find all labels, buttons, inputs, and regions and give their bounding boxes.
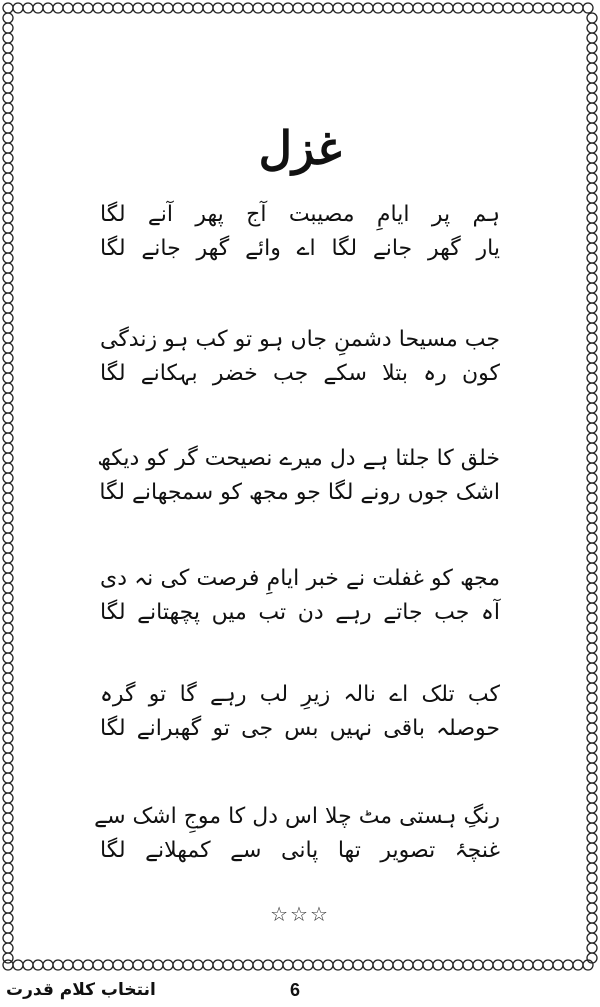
page-number: 6 [290,980,301,1000]
stanza-1 [100,198,500,266]
end-stars: ☆☆☆ [270,902,330,926]
page-footer [0,978,600,1007]
verse-line: کون رہ بتلا سکے جب خضر بہکانے لگا [100,361,500,386]
stanza-3 [97,442,500,510]
verse-line: خلق کا جلتا ہے دل میرے نصیحت گر کو دیکھ [97,446,500,471]
stanza-2 [100,323,500,391]
verse-line: حوصلہ باقی نہیں بس جی تو گھبرانے لگا [100,716,500,741]
poem-area [40,20,560,960]
verse-line: یار گھر جانے لگا اے وائے گھر جانے لگا [100,236,500,261]
verse-line: آہ جب جاتے رہے دن تب میں پچھتانے لگا [100,600,500,625]
verse-line: کب تلک اے نالہ زیرِ لب رہے گا تو گرہ [100,682,500,707]
poem-title: غزل [258,121,342,175]
stanza-4 [100,562,500,630]
verse-line: مجھ کو غفلت نے خبر ایامِ فرصت کی نہ دی [100,566,500,591]
stanza-6 [94,800,500,868]
verse-line: اشک جوں رونے لگا جو مجھ کو سمجھانے لگا [99,480,500,505]
book-title: انتخاب کلام قدرت [6,980,156,1000]
verse-line: ہم پر ایامِ مصیبت آج پھر آنے لگا [100,202,500,227]
verse-line: غنچۂ تصویر تھا پانی سے کمھلانے لگا [100,838,500,863]
verse-line: جب مسیحا دشمنِ جاں ہو تو کب ہو زندگی [100,327,500,352]
stanza-5 [100,678,500,746]
verse-line: رنگِ ہستی مٹ چلا اس دل کا موجِ اشک سے [94,804,500,829]
